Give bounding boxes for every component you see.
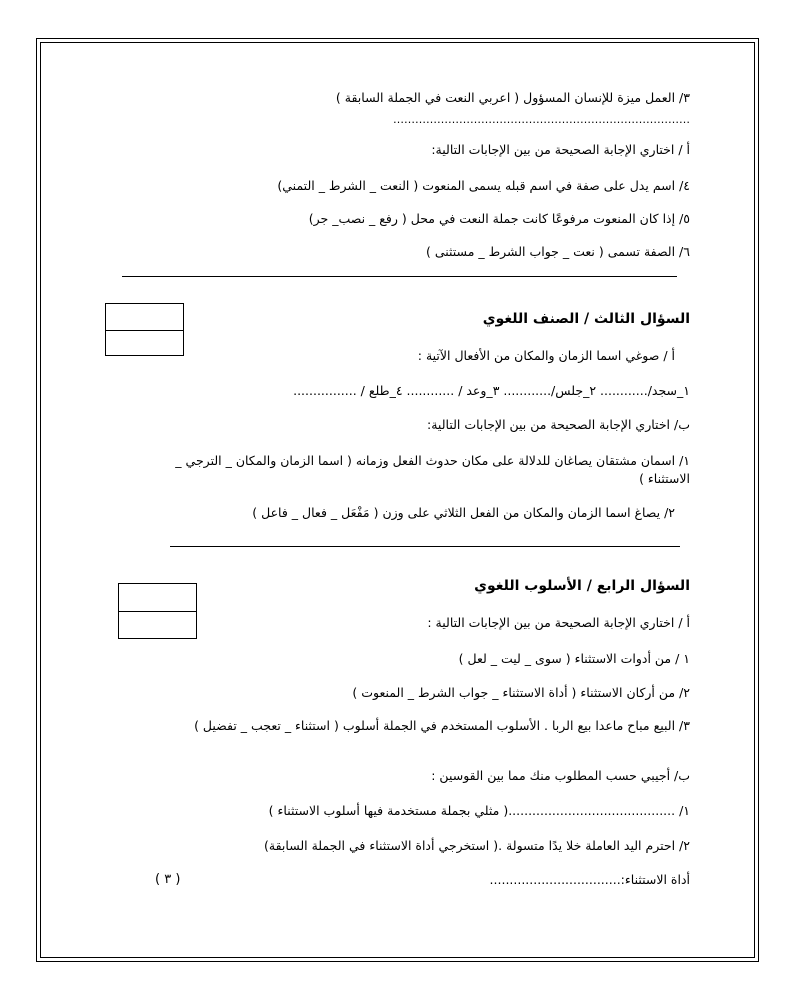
choose-instruction: أ / اختاري الإجابة الصحيحة من بين الإجابات التالية: — [431, 142, 690, 157]
section4-b-question-2: ٢/ احترم اليد العاملة خلا يدًا متسولة .( استخرجي أداة الاستثناء في الجملة السابقة) — [264, 838, 690, 853]
section4-title: السؤال الرابع / الأسلوب اللغوي — [474, 578, 690, 594]
section3-question-1: ١/ اسمان مشتقان يصاغان للدلالة على مكان حدوث الفعل وزمانه ( اسما الزمان والمكان _ الترجي _ الاستثناء ) — [175, 453, 690, 486]
tool-answer-line: أداة الاستثناء:................................. — [489, 872, 690, 887]
section-divider — [170, 546, 680, 547]
question-3: ٣/ العمل ميزة للإنسان المسؤول ( اعربي النعت في الجملة السابقة ) — [335, 90, 690, 105]
section3-title: السؤال الثالث / الصنف اللغوي — [482, 311, 690, 327]
grade-box-section3 — [105, 303, 184, 356]
section3-question-2: ٢/ يصاغ اسما الزمان والمكان من الفعل الثلاثي على وزن ( مَفْعَل _ فعال _ فاعل ) — [252, 505, 675, 520]
section3-verbs-line: ١_سجد/............ ٢_جلس/............ ٣_وعد / ............ ٤_طلع / ................ — [293, 383, 690, 398]
section4-b-instruction: ب/ أجيبي حسب المطلوب منك مما بين القوسين : — [431, 768, 690, 783]
section4-b-question-1: ١/ ..........................................( مثلي بجملة مستخدمة فيها أسلوب الاستثناء ) — [268, 803, 690, 818]
section4-a-instruction: أ / اختاري الإجابة الصحيحة من بين الإجابات التالية : — [427, 615, 690, 630]
answer-line-dots: ……………………………………………………………………… — [393, 113, 690, 126]
section3-b-instruction: ب/ اختاري الإجابة الصحيحة من بين الإجابات التالية: — [427, 417, 690, 432]
page-number: ( ٣ ) — [155, 872, 181, 887]
section4-question-2: ٢/ من أركان الاستثناء ( أداة الاستثناء _ جواب الشرط _ المنعوت ) — [352, 685, 690, 700]
section4-question-3: ٣/ البيع مباح ماعدا بيع الربا . الأسلوب المستخدم في الجملة أسلوب ( استثناء _ تعجب _ تفضيل ) — [194, 718, 690, 733]
question-5: ٥/ إذا كان المنعوت مرفوعًا كانت جملة النعت في محل ( رفع _ نصب_ جر) — [308, 211, 690, 226]
question-4: ٤/ اسم يدل على صفة في اسم قبله يسمى المنعوت ( النعت _ الشرط _ التمني) — [277, 178, 690, 193]
section-divider — [122, 276, 677, 277]
grade-box-section4 — [118, 583, 197, 639]
section4-question-1: ١ / من أدوات الاستثناء ( سوى _ ليت _ لعل ) — [458, 651, 690, 666]
question-6: ٦/ الصفة تسمى ( نعت _ جواب الشرط _ مستثنى ) — [425, 244, 690, 259]
section3-a-instruction: أ / صوغي اسما الزمان والمكان من الأفعال الآتية : — [417, 348, 675, 363]
